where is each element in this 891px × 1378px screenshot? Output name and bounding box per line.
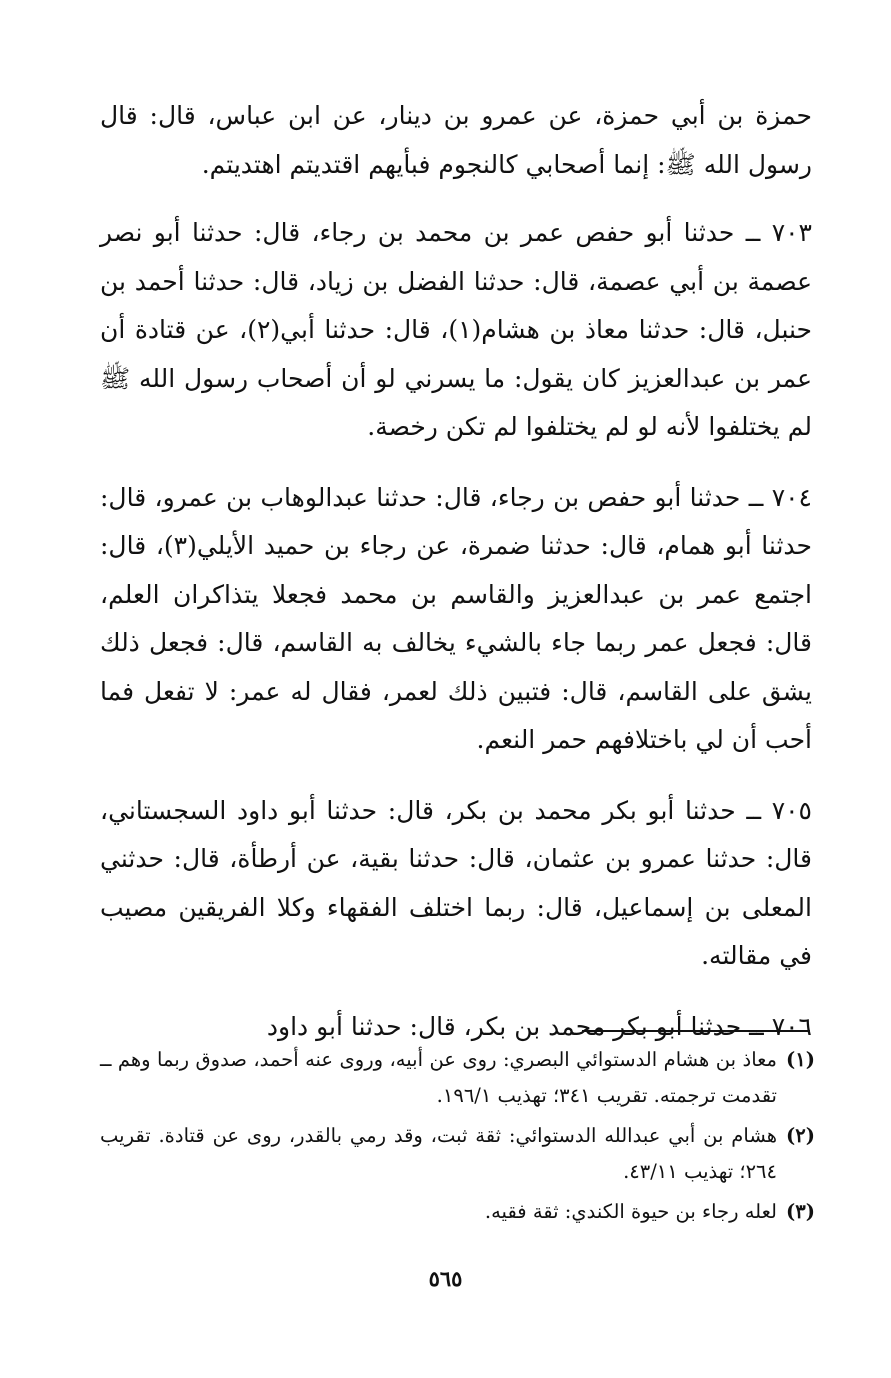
footnote-text: لعله رجاء بن حيوة الكندي: ثقة فقيه.: [484, 1200, 777, 1223]
footnotes: [100, 1042, 815, 1234]
footnote-3: [100, 1194, 815, 1230]
footnote-number: (١): [786, 1048, 815, 1071]
footnote-2: [100, 1118, 815, 1190]
paragraph-704: ٧٠٤ ــ حدثنا أبو حفص بن رجاء، قال: حدثنا عبدالوهاب بن عمرو، قال: حدثنا أبو همام، قال: حدثنا ضمرة، عن رجاء بن حميد الأيلي(٣)، قال: اجتمع عمر بن عبدالعزيز والقاسم بن محمد فجعلا يتذاكران العلم، قال: فجعل عمر ربما جاء بالشيء يخالف به القاسم، قال: فجعل ذلك يشق على القاسم، قال: فتبين ذلك لعمر، فقال له عمر: لا تفعل فما أحب أن لي باختلافهم حمر النعم.: [100, 482, 812, 754]
page-number: ٥٦٥: [428, 1266, 463, 1291]
paragraph-705: ٧٠٥ ــ حدثنا أبو بكر محمد بن بكر، قال: حدثنا أبو داود السجستاني، قال: حدثنا عمرو بن عثمان، قال: حدثنا بقية، عن أرطأة، قال: حدثني المعلى بن إسماعيل، قال: ربما اختلف الفقهاء وكلا الفريقين مصيب في مقالته.: [100, 795, 812, 970]
footnote-text: معاذ بن هشام الدستوائي البصري: روى عن أبيه، وروى عنه أحمد، صدوق ربما وهم ــ تقدمت ترجمته. تقريب ٣٤١؛ تهذيب ١٩٦/١.: [100, 1048, 777, 1107]
main-text: [100, 92, 812, 1073]
footnote-text: هشام بن أبي عبدالله الدستوائي: ثقة ثبت، وقد رمي بالقدر، روى عن قتادة. تقريب ٢٦٤؛ تهذيب ٤٣/١١.: [100, 1124, 777, 1183]
footnote-number: (٢): [786, 1124, 815, 1147]
paragraph-706: ٧٠٦ ــ حدثنا أبو بكر محمد بن بكر، قال: حدثنا أبو داود: [266, 1011, 812, 1041]
footnote-1: [100, 1042, 815, 1114]
footnote-separator: [582, 1030, 810, 1032]
footnote-number: (٣): [786, 1200, 815, 1223]
paragraph-703: ٧٠٣ ــ حدثنا أبو حفص عمر بن محمد بن رجاء، قال: حدثنا أبو نصر عصمة بن أبي عصمة، قال: حدثنا الفضل بن زياد، قال: حدثنا أحمد بن حنبل، قال: حدثنا معاذ بن هشام(١)، قال: حدثنا أبي(٢)، عن قتادة أن عمر بن عبدالعزيز كان يقول: ما يسرني لو أن أصحاب رسول الله ﷺ لم يختلفوا لأنه لو لم يختلفوا لم تكن رخصة.: [100, 218, 812, 441]
paragraph-continuation: حمزة بن أبي حمزة، عن عمرو بن دينار، عن ابن عباس، قال: قال رسول الله ﷺ: إنما أصحابي كالنجوم فبأيهم اقتديتم اهتديتم.: [100, 101, 812, 179]
